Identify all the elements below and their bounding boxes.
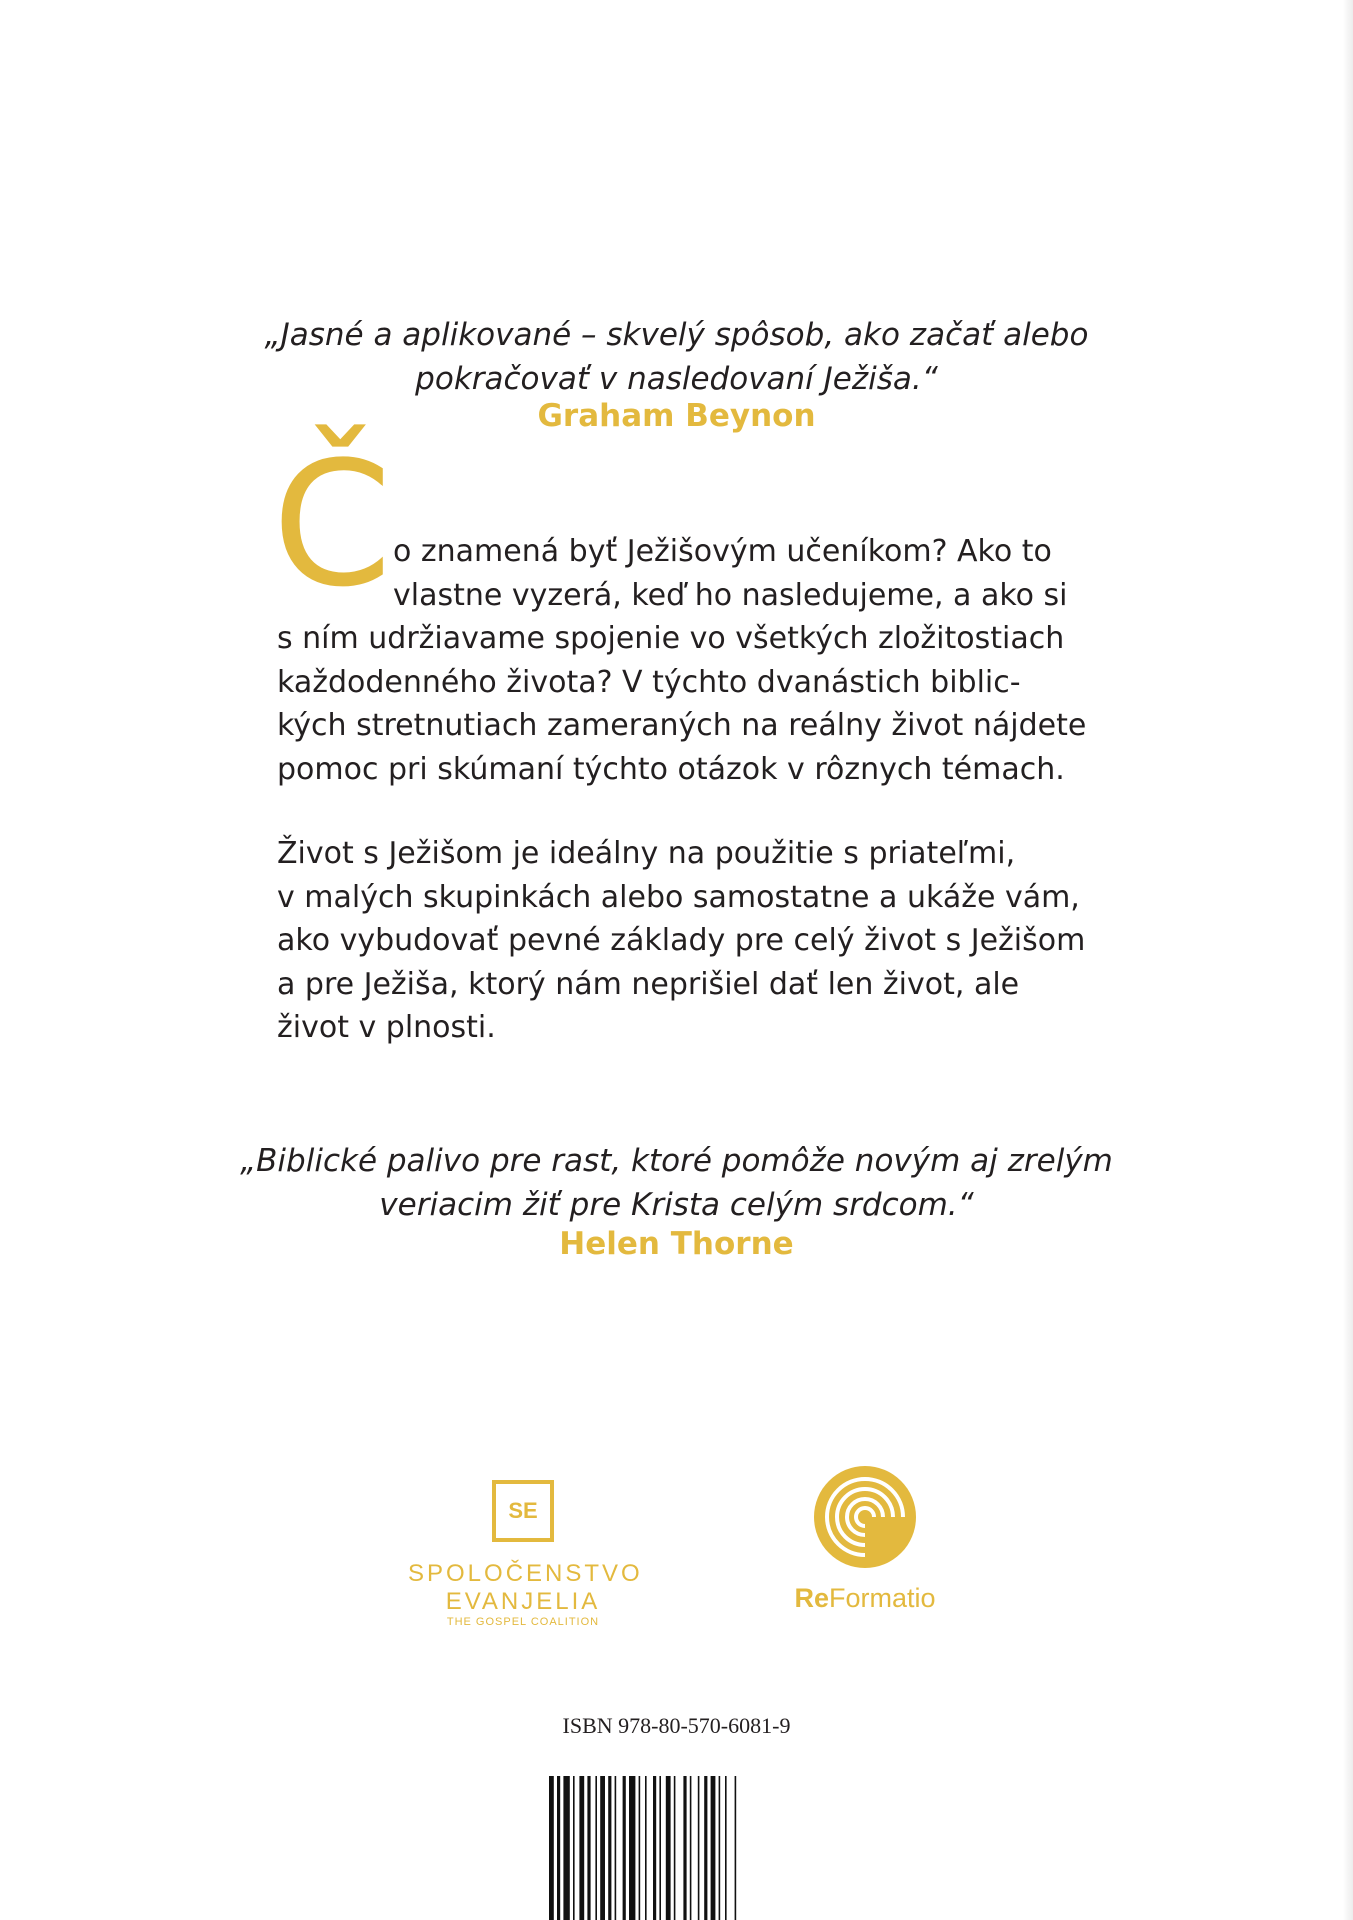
description-paragraph-1	[277, 530, 1087, 791]
para2-line: a pre Ježiša, ktorý nám neprišiel dať len život, ale	[277, 966, 1020, 1002]
se-logo-mark: SE	[492, 1480, 554, 1542]
quote-top-line-2: pokračovať v nasledovaní Ježiša.“	[415, 361, 938, 397]
barcode-bar	[615, 1776, 617, 1920]
para2-line: život v plnosti.	[277, 1010, 496, 1045]
barcode-bar	[645, 1776, 647, 1920]
barcode-bar	[557, 1776, 560, 1920]
para2-line: Život s Ježišom je ideálny na použitie s priateľmi,	[277, 836, 1016, 871]
se-logo-line-3: THE GOSPEL COALITION	[446, 1616, 600, 1628]
para1-line: vlastne vyzerá, keď ho nasledujeme, a ako si	[393, 577, 1068, 613]
reformatio-rest: Formatio	[828, 1583, 936, 1613]
barcode-bar	[608, 1776, 611, 1920]
quote-bottom-line-2: veriacim žiť pre Krista celým srdcom.“	[379, 1187, 974, 1223]
quote-bottom-line-1: „Biblické palivo pre rast, ktoré pomôže novým aj zrelým	[240, 1143, 1113, 1179]
reformatio-spiral-icon	[813, 1465, 917, 1569]
para2-line: ako vybudovať pevné základy pre celý život s Ježišom	[277, 923, 1086, 958]
barcode-bar	[735, 1776, 737, 1920]
para1-line: s ním udržiavame spojenie vo všetkých zložitostiach	[277, 621, 1065, 656]
para1-line: pomoc pri skúmaní týchto otázok v rôznych témach.	[277, 751, 1065, 787]
barcode-bar	[674, 1776, 676, 1920]
barcode-bar	[629, 1776, 635, 1920]
para1-line: kých stretnutiach zameraných na reálny život nájdete	[277, 708, 1087, 743]
barcode-bar	[623, 1776, 626, 1920]
reformatio-re: Re	[794, 1583, 829, 1613]
barcode-bar	[719, 1776, 721, 1920]
barcode-bar	[653, 1776, 656, 1920]
description-paragraph-2	[277, 832, 1086, 1050]
barcode-bar	[579, 1776, 584, 1920]
barcode-bar	[639, 1776, 641, 1920]
quote-top-line-1: „Jasné a aplikované – skvelý spôsob, ako začať alebo	[264, 317, 1089, 353]
para1-line: každodenného života? V týchto dvanástich biblic-	[277, 664, 1021, 700]
barcode-bar	[666, 1776, 671, 1920]
isbn: ISBN 978-80-570-6081-9	[562, 1713, 791, 1738]
logo-spolocenstvo-evanjelia	[408, 1470, 643, 1628]
barcode-bar	[595, 1776, 597, 1920]
page-edge	[1343, 0, 1353, 1920]
barcode-bar	[690, 1776, 692, 1920]
se-logo-line-2: EVANJELIA	[445, 1588, 601, 1615]
quote-top-author: Graham Beynon	[537, 398, 816, 434]
barcode-bar	[711, 1776, 716, 1920]
barcode-bar	[683, 1776, 686, 1920]
reformatio-wordmark	[780, 1583, 950, 1614]
barcode-bar	[600, 1776, 605, 1920]
barcode-bar	[587, 1776, 590, 1920]
barcode-bar	[725, 1776, 727, 1920]
quote-top	[0, 313, 1353, 401]
barcode-bar	[549, 1776, 554, 1920]
barcode	[545, 1776, 805, 1920]
dropcap: Č	[272, 424, 393, 625]
se-logo-line-1: SPOLOČENSTVO	[408, 1560, 643, 1587]
quote-bottom-author: Helen Thorne	[559, 1226, 794, 1262]
barcode-bar	[563, 1776, 569, 1920]
para2-line: v malých skupinkách alebo samostatne a ukáže vám,	[277, 879, 1080, 915]
para1-line: o znamená byť Ježišovým učeníkom? Ako to	[393, 534, 1052, 569]
logo-reformatio	[780, 1465, 950, 1614]
barcode-bar	[659, 1776, 661, 1920]
barcode-bar	[573, 1776, 575, 1920]
barcode-bar	[698, 1776, 700, 1920]
barcode-bar	[704, 1776, 707, 1920]
quote-bottom	[0, 1139, 1353, 1227]
